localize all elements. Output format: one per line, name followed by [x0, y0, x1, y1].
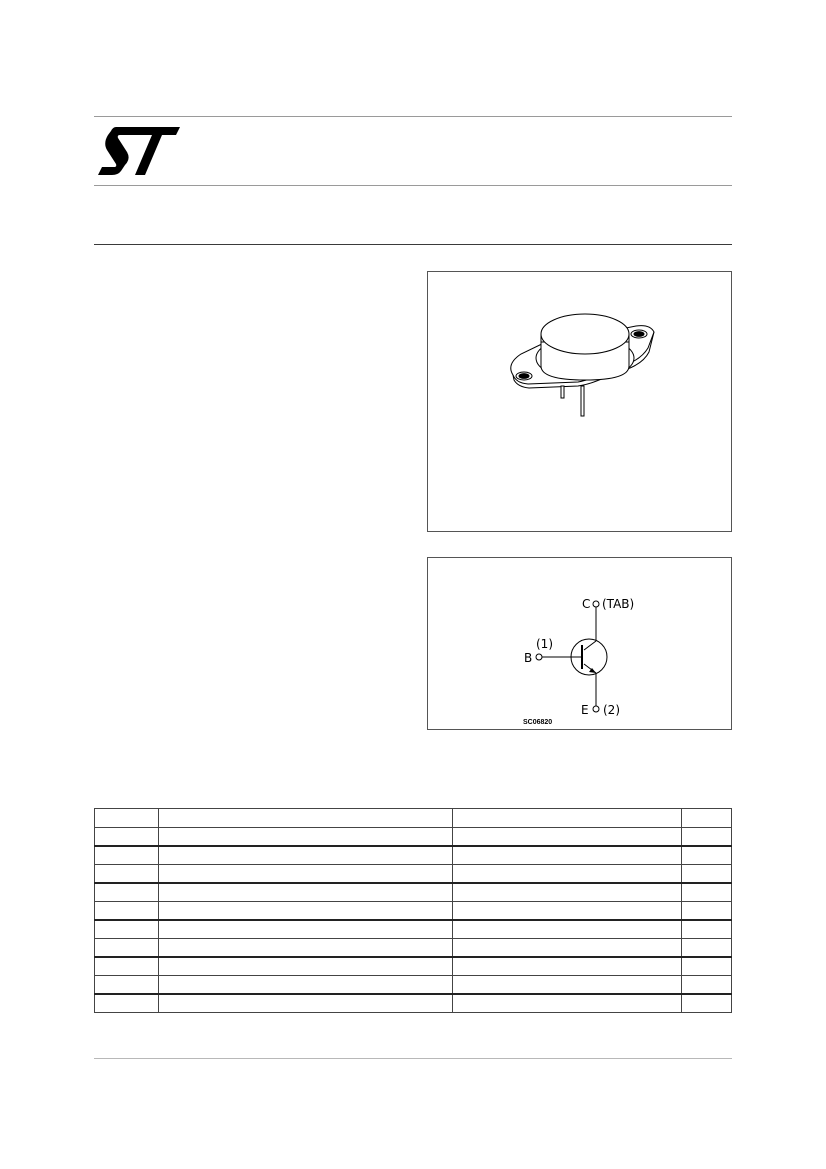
table-row [95, 846, 732, 865]
header-top-rule [94, 116, 732, 117]
table-cell [682, 939, 732, 958]
base-label: B [524, 651, 533, 665]
table-cell [682, 920, 732, 939]
table-cell [453, 809, 682, 828]
table-cell [453, 883, 682, 902]
table-cell [453, 994, 682, 1013]
to3-package-icon [428, 272, 731, 531]
emitter-pin: (2) [603, 703, 620, 717]
table-cell [95, 828, 159, 847]
package-figure [427, 271, 732, 532]
collector-pin: (TAB) [602, 597, 635, 611]
table-cell [158, 828, 453, 847]
emitter-label: E [581, 703, 589, 717]
table-row [95, 883, 732, 902]
table-cell [682, 809, 732, 828]
absolute-maximum-ratings-table [94, 808, 732, 1013]
table-cell [95, 920, 159, 939]
table-cell [453, 865, 682, 884]
table-row [95, 902, 732, 921]
drawing-code: SC06820 [523, 719, 553, 726]
title-rule [94, 244, 732, 245]
npn-transistor-symbol [428, 558, 731, 729]
table-cell [158, 809, 453, 828]
table-cell [158, 883, 453, 902]
table-cell [158, 939, 453, 958]
table-cell [95, 902, 159, 921]
table-cell [453, 976, 682, 995]
table-row [95, 865, 732, 884]
table-cell [158, 846, 453, 865]
table-row [95, 957, 732, 976]
table-row [95, 994, 732, 1013]
table-cell [95, 809, 159, 828]
table-cell [95, 939, 159, 958]
base-pin: (1) [536, 637, 553, 651]
table-cell [682, 865, 732, 884]
table-cell [158, 957, 453, 976]
table-cell [682, 976, 732, 995]
table-cell [158, 994, 453, 1013]
table-row [95, 976, 732, 995]
internal-schematic [427, 557, 732, 730]
table-cell [95, 994, 159, 1013]
table-cell [682, 846, 732, 865]
table-cell [682, 994, 732, 1013]
table-cell [682, 957, 732, 976]
table-cell [453, 920, 682, 939]
table-cell [158, 902, 453, 921]
header-bottom-rule [94, 185, 732, 186]
table-cell [158, 865, 453, 884]
table-row [95, 920, 732, 939]
table-cell [158, 920, 453, 939]
table-cell [453, 939, 682, 958]
table-cell [95, 883, 159, 902]
table-cell [158, 976, 453, 995]
table-cell [95, 957, 159, 976]
collector-label: C [582, 597, 591, 611]
table-cell [95, 865, 159, 884]
table-cell [682, 883, 732, 902]
table-cell [95, 976, 159, 995]
footer-rule [94, 1058, 732, 1059]
table-cell [453, 957, 682, 976]
table-cell [453, 828, 682, 847]
table-cell [453, 902, 682, 921]
table-cell [95, 846, 159, 865]
table-cell [682, 902, 732, 921]
table-cell [453, 846, 682, 865]
table-row [95, 809, 732, 828]
st-logo [96, 125, 180, 177]
table-row [95, 828, 732, 847]
table-cell [682, 828, 732, 847]
table-row [95, 939, 732, 958]
